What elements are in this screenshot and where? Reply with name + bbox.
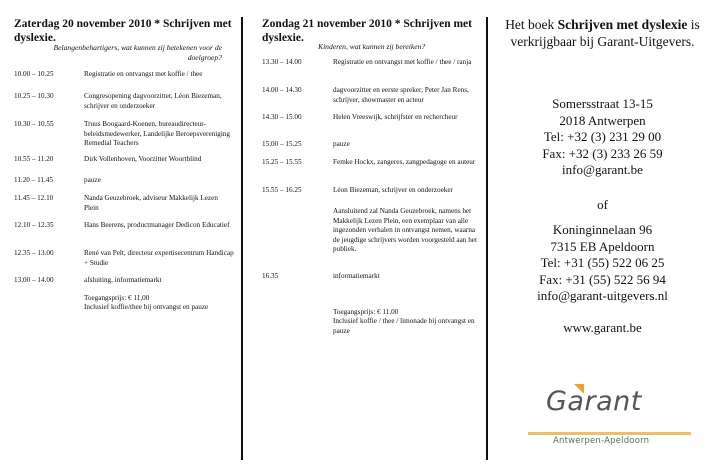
book-title: Schrijven met dyslexie xyxy=(557,17,688,32)
sunday-subtitle: Kinderen, wat kunnen zij bereiken? xyxy=(318,42,426,51)
fax: Fax: +32 (3) 233 26 59 xyxy=(542,145,663,161)
program-time: 11.20 – 11.45 xyxy=(14,176,53,184)
column-divider xyxy=(241,17,243,460)
program-time: 15.00 – 15.25 xyxy=(262,140,302,148)
sunday-title: Zondag 21 november 2010 * Schrijven met dyslexie. xyxy=(262,18,472,44)
program-desc: Hans Beerens, productmanager Dedicon Educatief xyxy=(84,221,230,229)
program-time: 10.30 – 10.55 xyxy=(14,120,54,128)
program-desc: Congresopening dagvoorzitter, Léon Biezeman, schrijver en onderzoeker xyxy=(84,92,222,110)
program-desc: Truus Boogaard-Koenen, bureaudirecteur-beleidsmedewerker, Landelijke Beroepsvereniging Remedial Teachers xyxy=(84,120,230,147)
email-link[interactable]: info@garant-uitgevers.nl xyxy=(537,288,668,303)
price: Toegangsprijs: € 11,00 xyxy=(84,294,150,302)
price-note: Inclusief koffie/thee bij ontvangst en pauze xyxy=(84,303,209,311)
program-desc: Registratie en ontvangst met koffie / thee / ranja xyxy=(333,58,472,66)
street: Koninginnelaan 96 xyxy=(552,222,653,237)
city: 7315 EB Apeldoorn xyxy=(550,238,655,254)
logo-tagline: Antwerpen-Apeldoorn xyxy=(553,436,650,446)
or-separator: of xyxy=(597,197,608,212)
program-time: 14.00 – 14.30 xyxy=(262,86,302,94)
program-time: 12.35 – 13.00 xyxy=(14,249,54,257)
intro-suffix: is verkrijgbaar bij Garant-Uitgevers. xyxy=(510,17,700,49)
logo-wordmark: Garant xyxy=(546,386,642,417)
program-desc: pauze xyxy=(84,176,101,184)
address-antwerpen xyxy=(488,96,717,179)
program-desc: Aansluitend zal Nanda Geuzebroek, namens het Makkelijk Lezen Plein, een exemplaar van alle ingezonden verhalen in ontvangst nemen, waarna de jeugdige schrijvers worden voorgesteld aan het publiek. xyxy=(333,207,477,253)
program-time: 11.45 – 12.10 xyxy=(14,194,54,202)
program-time: 15.25 – 15.55 xyxy=(262,158,302,166)
program-desc: René van Pelt, directeur expertisecentrum Handicap + Studie xyxy=(84,249,234,267)
program-desc: Léon Biezeman, schrijver en onderzoeker xyxy=(333,186,453,194)
intro-prefix: Het boek xyxy=(505,17,558,32)
phone: Tel: +32 (3) 231 29 00 xyxy=(543,129,662,144)
program-desc: Femke Hockx, zangeres, zangpedagoge en auteur xyxy=(333,158,476,166)
program-time: 15.55 – 16.25 xyxy=(262,186,302,194)
saturday-subtitle: Belangenbehartigers, wat kunnen zij betekenen voor de doelgroep? xyxy=(53,43,222,62)
logo-accent-icon xyxy=(574,384,584,394)
program-desc: Dirk Vollenhoven, Voorzitter Woortblind xyxy=(84,155,202,163)
city: 2018 Antwerpen xyxy=(559,112,646,128)
program-time: 10.25 – 10.30 xyxy=(14,92,54,100)
program-time: 13.30 – 14.00 xyxy=(262,58,302,66)
website-link[interactable]: www.garant.be xyxy=(563,320,642,335)
email-link[interactable]: info@garant.be xyxy=(562,162,643,177)
program-desc: Nanda Geuzebroek, adviseur Makkelijk Lezen Plein xyxy=(84,194,218,212)
garant-logo xyxy=(528,378,717,448)
fax: Fax: +31 (55) 522 56 94 xyxy=(539,271,666,287)
program-time: 10.00 – 10.25 xyxy=(14,70,54,78)
saturday-title: Zaterdag 20 november 2010 * Schrijven met dyslexie. xyxy=(14,18,232,44)
program-desc: dagvoorzitter en eerste spreker, Peter Jan Rens, schrijver, showmaster en acteur xyxy=(333,86,469,104)
street: Somersstraat 13-15 xyxy=(552,96,653,111)
logo-underline xyxy=(528,432,691,435)
program-time: 16.35 xyxy=(262,272,279,280)
price: Toegangsprijs: € 11,00 xyxy=(333,308,399,316)
price-note: Inclusief koffie / thee / limonade bij ontvangst en pauze xyxy=(333,317,475,335)
address-apeldoorn xyxy=(488,222,717,305)
program-time: 14.30 – 15.00 xyxy=(262,113,302,121)
program-desc: Helen Vreeswijk, schrijfster en rechercheur xyxy=(333,113,458,121)
program-time: 13.00 – 14.00 xyxy=(14,276,54,284)
program-desc: pauze xyxy=(333,140,350,148)
program-time: 10.55 – 11.20 xyxy=(14,155,54,163)
phone: Tel: +31 (55) 522 06 25 xyxy=(540,255,665,270)
program-desc: informatiemarkt xyxy=(333,272,380,280)
program-desc: afsluiting, informatiemarkt xyxy=(84,276,162,284)
program-desc: Registratie en ontvangst met koffie / thee xyxy=(84,70,203,78)
book-availability xyxy=(488,16,717,50)
program-time: 12.10 – 12.35 xyxy=(14,221,54,229)
